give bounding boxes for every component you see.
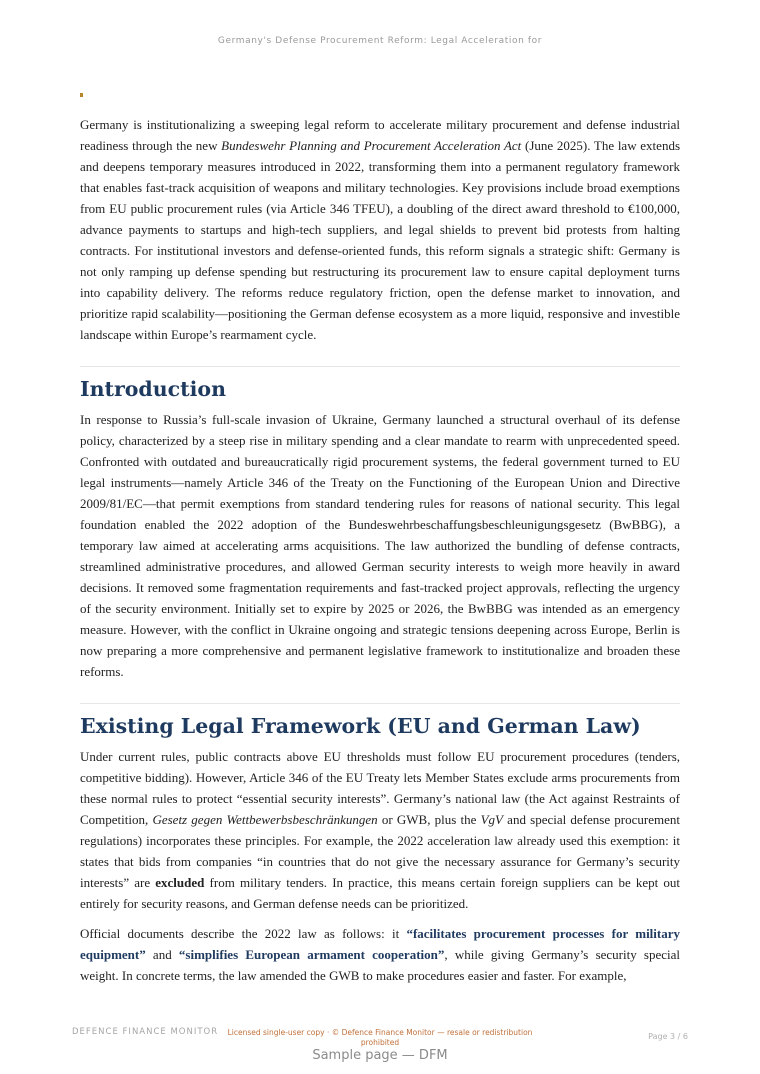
section-divider: [80, 366, 680, 367]
framework-text: Under current rules, public contracts above EU thresholds must follow EU procurement procedures (tenders, competitive bidding). However, Article 346 of the EU Treaty lets Member States exclude arms procurements from these normal rules to protect “essential security interests”. Germany’s national law (the Act against Restraints of Competition,: [80, 749, 680, 827]
act-name: Bundeswehr Planning and Procurement Acceleration Act: [221, 138, 522, 153]
excluded-emphasis: excluded: [155, 875, 205, 890]
framework-text: from military tenders. In practice, this means certain foreign suppliers can be kept out entirely for security reasons, and German defense needs can be prioritized.: [80, 875, 680, 911]
section-divider: [80, 703, 680, 704]
page-number: Page 3 / 6: [648, 1032, 688, 1041]
framework-paragraph-1: [80, 746, 680, 914]
gwb-name: Gesetz gegen Wettbewerbsbeschränkungen: [152, 812, 378, 827]
sample-label: Sample page — DFM: [312, 1048, 448, 1063]
running-header: Germany's Defense Procurement Reform: Legal Acceleration for: [217, 36, 543, 46]
framework-text: and special defense procurement regulations) incorporates these principles. For example, the 2022 acceleration law already used this exemption: it states that bids from companies “in countries that do not give the necessary assurance for Germany’s security interests” are: [80, 812, 680, 890]
summary-paragraph: [80, 114, 680, 345]
introduction-heading: Introduction: [80, 377, 226, 401]
framework-text: or GWB, plus the: [377, 812, 481, 827]
license-notice: Licensed single-user copy · © Defence Finance Monitor — resale or redistribution prohibited: [227, 1028, 533, 1047]
accent-marker: [80, 93, 83, 97]
framework-text: Official documents describe the 2022 law as follows: it: [80, 926, 407, 941]
framework-text: , while giving Germany’s security special weight. In concrete terms, the law amended the GWB to make procedures easier and faster. For example,: [80, 947, 681, 983]
quote-facilitates: “facilitates procurement processes for military equipment”: [80, 926, 681, 962]
summary-text-1: Germany is institutionalizing a sweeping legal reform to accelerate military procurement and defense industrial readiness through the new: [80, 117, 680, 153]
framework-heading: Existing Legal Framework (EU and German Law): [80, 714, 641, 738]
framework-paragraph-2: [80, 923, 680, 986]
framework-text: and: [145, 947, 179, 962]
introduction-paragraph: In response to Russia’s full-scale invasion of Ukraine, Germany launched a structural overhaul of its defense policy, characterized by a steep rise in military spending and a clear mandate to rearm with unprecedented speed. Confronted with outdated and bureaucratically rigid procurement systems, the federal government turned to EU legal instruments—namely Article 346 of the Treaty on the Functioning of the European Union and Directive 2009/81/EC—that permit exemptions from standard tendering rules for reasons of national security. This legal foundation enabled the 2022 adoption of the Bundeswehrbeschaffungsbeschleunigungsgesetz (BwBBG), a temporary law aimed at accelerating arms acquisitions. The law authorized the bundling of defense contracts, streamlined administrative procedures, and allowed German security interests to weigh more heavily in award decisions. It removed some fragmentation requirements and fast-tracked project approvals, reflecting the urgency of the security environment. Initially set to expire by 2025 or 2026, the BwBBG was intended as an emergency measure. However, with the conflict in Ukraine ongoing and strategic tensions deepening across Europe, Berlin is now preparing a more comprehensive and permanent legislative framework to institutionalize and broaden these reforms.: [80, 412, 680, 679]
document-body: [80, 114, 680, 986]
quote-simplifies: “simplifies European armament cooperation”: [178, 947, 445, 962]
summary-text-2: (June 2025). The law extends and deepens temporary measures introduced in 2022, transforming them into a permanent regulatory framework that enables fast-track acquisition of weapons and military technologies. Key provisions include broad exemptions from EU public procurement rules (via Article 346 TFEU), a doubling of the direct award threshold to €100,000, advance payments to startups and high-tech suppliers, and legal shields to prevent bid protests from halting contracts. For institutional investors and defense-oriented funds, this reform signals a strategic shift: Germany is not only ramping up defense spending but restructuring its procurement law to ensure capital deployment turns into capability delivery. The reforms reduce regulatory friction, open the defense market to innovation, and prioritize rapid scalability—positioning the German defense ecosystem as a more liquid, responsive and investible landscape within Europe’s rearmament cycle.: [80, 138, 681, 342]
vgv-name: VgV: [480, 812, 503, 827]
footer-brand: DEFENCE FINANCE MONITOR: [72, 1027, 219, 1037]
